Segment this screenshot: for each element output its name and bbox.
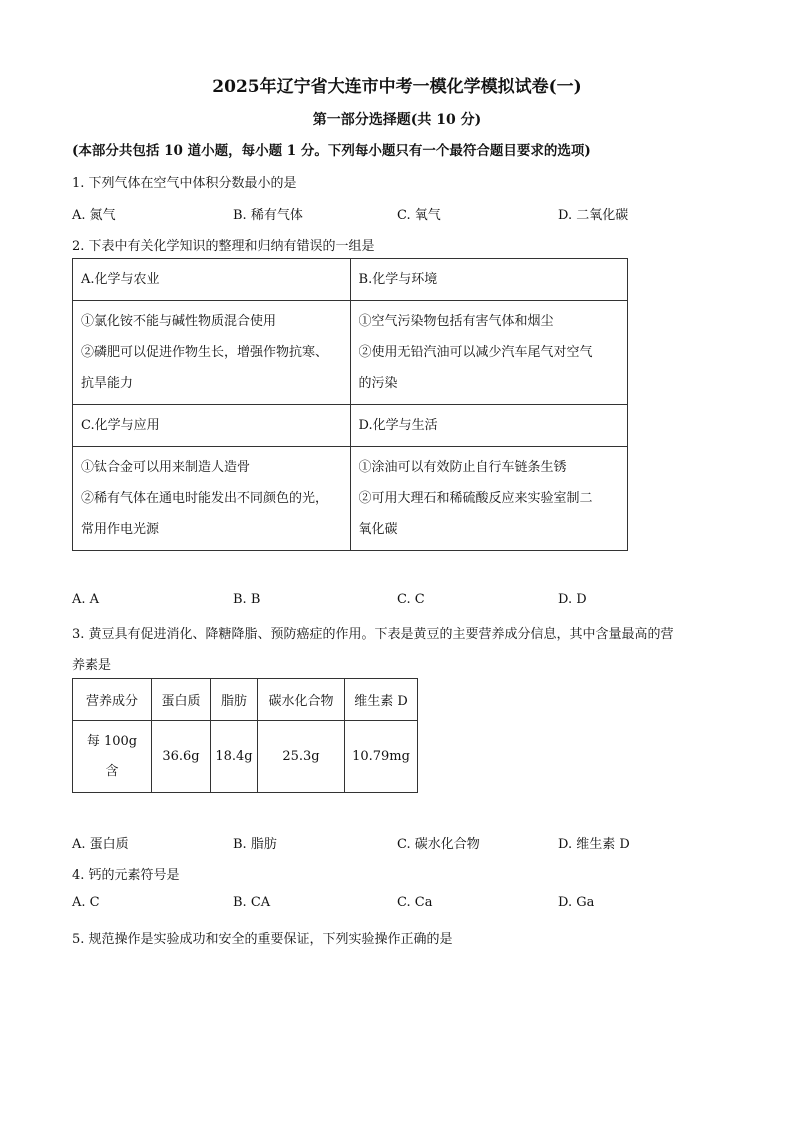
- question-3-option-d: D. 维生素 D: [558, 837, 630, 852]
- content-c-line-1: ①钛合金可以用来制造人造骨: [81, 460, 251, 475]
- question-1-option-c: C. 氧气: [397, 208, 441, 223]
- question-4-option-a: A. C: [72, 895, 100, 910]
- content-b-line-2: ②使用无铅汽油可以减少汽车尾气对空气: [358, 345, 593, 360]
- nutrient-header-label: 营养成分: [73, 679, 152, 721]
- content-c-line-2: ②稀有气体在通电时能发出不同颜色的光，: [81, 491, 329, 506]
- row-label-line-1: 每 100g: [86, 733, 138, 749]
- question-4-option-c: C. Ca: [397, 895, 433, 910]
- question-3-stem-line-1: 3. 黄豆具有促进消化、降糖降脂、预防癌症的作用。下表是黄豆的主要营养成分信息，其中含量最高的营: [72, 627, 674, 642]
- question-2-option-a: A. A: [72, 592, 100, 607]
- table-cell-heading-d: D.化学与生活: [350, 405, 627, 447]
- nutrient-row-label: [73, 721, 152, 793]
- question-3-option-a: A. 蛋白质: [72, 837, 129, 852]
- content-d-line-1: ①涂油可以有效防止自行车链条生锈: [358, 460, 567, 475]
- nutrient-header-carbohydrate: 碳水化合物: [258, 679, 345, 721]
- question-3-option-b: B. 脂肪: [233, 837, 277, 852]
- content-b-line-1: ①空气污染物包括有害气体和烟尘: [358, 314, 554, 329]
- table-cell-content-c: [73, 447, 351, 551]
- question-2-option-d: D. D: [558, 592, 587, 607]
- nutrient-value-protein: 36.6g: [152, 721, 211, 793]
- question-1-option-d: D. 二氧化碳: [558, 208, 629, 223]
- nutrient-value-fat: 18.4g: [211, 721, 258, 793]
- question-1-stem: 1. 下列气体在空气中体积分数最小的是: [72, 176, 297, 191]
- nutrient-header-vitamin-d: 维生素 D: [345, 679, 418, 721]
- question-2-option-b: B. B: [233, 592, 261, 607]
- question-3-table: [72, 678, 418, 793]
- table-cell-heading-c: C.化学与应用: [73, 405, 351, 447]
- question-1-option-a: A. 氮气: [72, 208, 116, 223]
- content-a-line-3: 抗旱能力: [81, 376, 134, 391]
- section-heading: 第一部分选择题(共 10 分): [312, 112, 482, 128]
- question-4-option-b: B. CA: [233, 895, 271, 910]
- section-instructions: (本部分共包括 10 道小题，每小题 1 分。下列每小题只有一个最符合题目要求的选项): [72, 143, 591, 159]
- table-cell-heading-b: B.化学与环境: [350, 259, 627, 301]
- question-4-option-d: D. Ga: [558, 895, 595, 910]
- table-cell-content-a: [73, 301, 351, 405]
- nutrient-header-protein: 蛋白质: [152, 679, 211, 721]
- table-cell-content-d: [350, 447, 627, 551]
- table-cell-heading-a: A.化学与农业: [73, 259, 351, 301]
- table-cell-content-b: [350, 301, 627, 405]
- question-2-stem: 2. 下表中有关化学知识的整理和归纳有错误的一组是: [72, 239, 375, 254]
- question-5-stem: 5. 规范操作是实验成功和安全的重要保证，下列实验操作正确的是: [72, 932, 453, 947]
- content-b-line-3: 的污染: [358, 376, 398, 391]
- question-4-stem: 4. 钙的元素符号是: [72, 868, 180, 883]
- content-d-line-3: 氧化碳: [358, 522, 398, 537]
- content-c-line-3: 常用作电光源: [81, 522, 160, 537]
- content-a-line-2: ②磷肥可以促进作物生长，增强作物抗寒、: [81, 345, 329, 360]
- row-label-line-2: 含: [105, 763, 119, 779]
- question-2-option-c: C. C: [397, 592, 425, 607]
- question-3-option-c: C. 碳水化合物: [397, 837, 480, 852]
- page-title: 2025年辽宁省大连市中考一模化学模拟试卷(一): [212, 77, 582, 97]
- question-2-table: [72, 258, 628, 551]
- nutrient-header-fat: 脂肪: [211, 679, 258, 721]
- nutrient-value-vitamin-d: 10.79mg: [345, 721, 418, 793]
- question-3-stem-line-2: 养素是: [72, 658, 112, 673]
- content-a-line-1: ①氯化铵不能与碱性物质混合使用: [81, 314, 277, 329]
- question-1-option-b: B. 稀有气体: [233, 208, 303, 223]
- content-d-line-2: ②可用大理石和稀硫酸反应来实验室制二: [358, 491, 593, 506]
- nutrient-value-carbohydrate: 25.3g: [258, 721, 345, 793]
